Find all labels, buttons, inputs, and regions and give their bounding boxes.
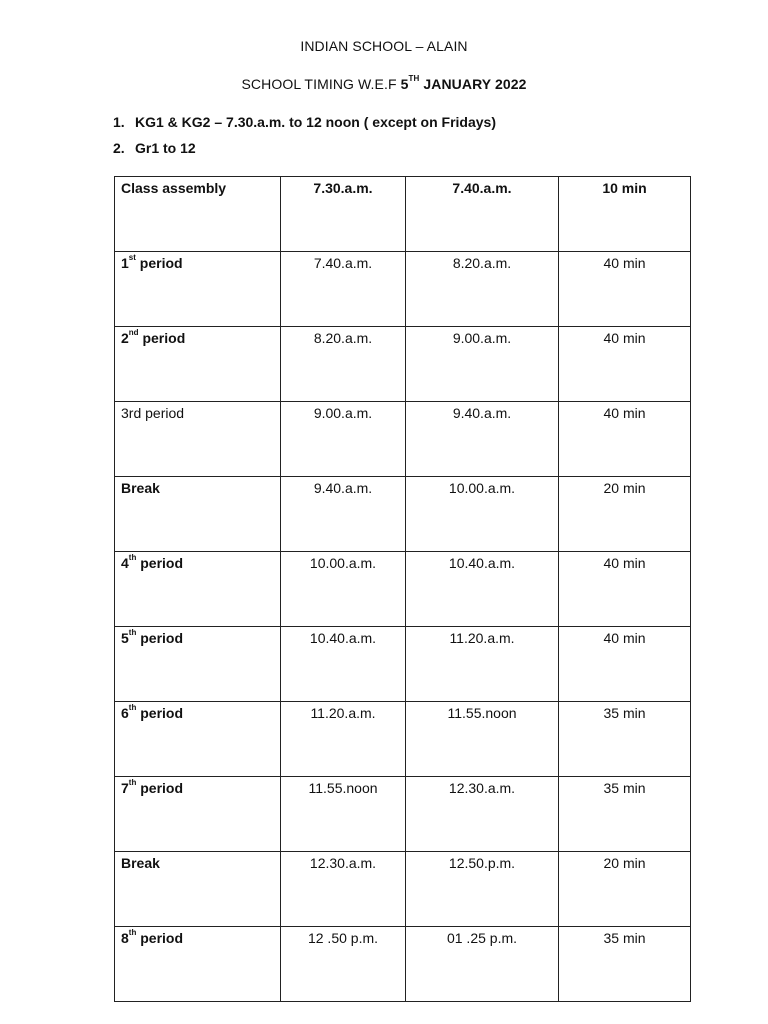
start-time-cell: 11.55.noon [281, 777, 406, 852]
timing-table-body [115, 177, 691, 1002]
timing-table [114, 176, 691, 1002]
start-time-cell: 10.40.a.m. [281, 627, 406, 702]
duration-cell: 35 min [559, 777, 691, 852]
period-name-rest: period [136, 555, 184, 571]
end-time-cell: 7.40.a.m. [406, 177, 559, 252]
table-row [115, 177, 691, 252]
period-name: Break [121, 480, 160, 496]
period-name: 6 [121, 705, 129, 721]
period-name-cell [115, 477, 281, 552]
period-name-rest: period [136, 630, 184, 646]
period-name: 5 [121, 630, 129, 646]
timing-heading-day-sup: TH [408, 74, 420, 83]
period-name-cell [115, 927, 281, 1002]
table-row [115, 402, 691, 477]
period-ordinal-suffix: nd [128, 328, 139, 337]
period-name-rest: period [136, 930, 184, 946]
start-time-cell: 7.30.a.m. [281, 177, 406, 252]
start-time-cell: 7.40.a.m. [281, 252, 406, 327]
period-name-cell [115, 702, 281, 777]
period-name-rest: period [138, 330, 186, 346]
duration-cell: 20 min [559, 852, 691, 927]
period-name: 8 [121, 930, 129, 946]
period-ordinal-suffix: st [128, 253, 136, 262]
end-time-cell: 11.55.noon [406, 702, 559, 777]
duration-cell: 40 min [559, 327, 691, 402]
duration-cell: 40 min [559, 627, 691, 702]
timing-heading-day: 5 [400, 76, 409, 92]
period-name-rest: period [136, 705, 184, 721]
duration-cell: 20 min [559, 477, 691, 552]
duration-cell: 40 min [559, 402, 691, 477]
period-ordinal-suffix: th [128, 703, 137, 712]
period-name: 1 [121, 255, 129, 271]
end-time-cell: 10.40.a.m. [406, 552, 559, 627]
period-name-cell [115, 252, 281, 327]
table-row [115, 852, 691, 927]
timing-heading-prefix: SCHOOL TIMING W.E.F [241, 76, 401, 92]
period-name: 2 [121, 330, 129, 346]
end-time-cell: 9.40.a.m. [406, 402, 559, 477]
start-time-cell: 12.30.a.m. [281, 852, 406, 927]
end-time-cell: 8.20.a.m. [406, 252, 559, 327]
end-time-cell: 10.00.a.m. [406, 477, 559, 552]
duration-cell: 35 min [559, 927, 691, 1002]
period-name: 4 [121, 555, 129, 571]
table-row [115, 327, 691, 402]
table-row [115, 252, 691, 327]
end-time-cell: 12.50.p.m. [406, 852, 559, 927]
period-name-cell [115, 402, 281, 477]
timing-heading-suffix: JANUARY 2022 [419, 76, 527, 92]
period-ordinal-suffix: th [128, 628, 137, 637]
end-time-cell: 9.00.a.m. [406, 327, 559, 402]
table-row [115, 702, 691, 777]
period-ordinal-suffix: th [128, 778, 137, 787]
school-name-heading [0, 38, 768, 54]
duration-cell: 40 min [559, 252, 691, 327]
list-item-text: KG1 & KG2 – 7.30.a.m. to 12 noon ( except on Fridays) [135, 114, 496, 130]
table-row [115, 627, 691, 702]
start-time-cell: 10.00.a.m. [281, 552, 406, 627]
table-row [115, 927, 691, 1002]
start-time-cell: 11.20.a.m. [281, 702, 406, 777]
list-item-number: 1. [113, 114, 125, 130]
period-name-cell [115, 777, 281, 852]
period-name: 3rd period [121, 405, 185, 421]
table-row [115, 777, 691, 852]
end-time-cell: 12.30.a.m. [406, 777, 559, 852]
period-name-rest: period [136, 780, 184, 796]
table-row [115, 477, 691, 552]
period-name-cell [115, 627, 281, 702]
period-name: 7 [121, 780, 129, 796]
period-name: Class assembly [121, 180, 227, 196]
school-name-text: INDIAN SCHOOL – ALAIN [300, 38, 468, 54]
start-time-cell: 9.40.a.m. [281, 477, 406, 552]
list-item [113, 140, 196, 156]
end-time-cell: 11.20.a.m. [406, 627, 559, 702]
start-time-cell: 8.20.a.m. [281, 327, 406, 402]
list-item-text: Gr1 to 12 [135, 140, 196, 156]
start-time-cell: 12 .50 p.m. [281, 927, 406, 1002]
list-item [113, 114, 496, 130]
end-time-cell: 01 .25 p.m. [406, 927, 559, 1002]
period-name-cell [115, 327, 281, 402]
period-name-cell [115, 177, 281, 252]
timing-heading [0, 76, 768, 92]
period-name-cell [115, 552, 281, 627]
period-name-cell [115, 852, 281, 927]
period-name-rest: period [135, 255, 183, 271]
period-ordinal-suffix: th [128, 553, 137, 562]
period-ordinal-suffix: th [128, 928, 137, 937]
duration-cell: 35 min [559, 702, 691, 777]
start-time-cell: 9.00.a.m. [281, 402, 406, 477]
table-row [115, 552, 691, 627]
duration-cell: 40 min [559, 552, 691, 627]
list-item-number: 2. [113, 140, 125, 156]
duration-cell: 10 min [559, 177, 691, 252]
period-name: Break [121, 855, 160, 871]
